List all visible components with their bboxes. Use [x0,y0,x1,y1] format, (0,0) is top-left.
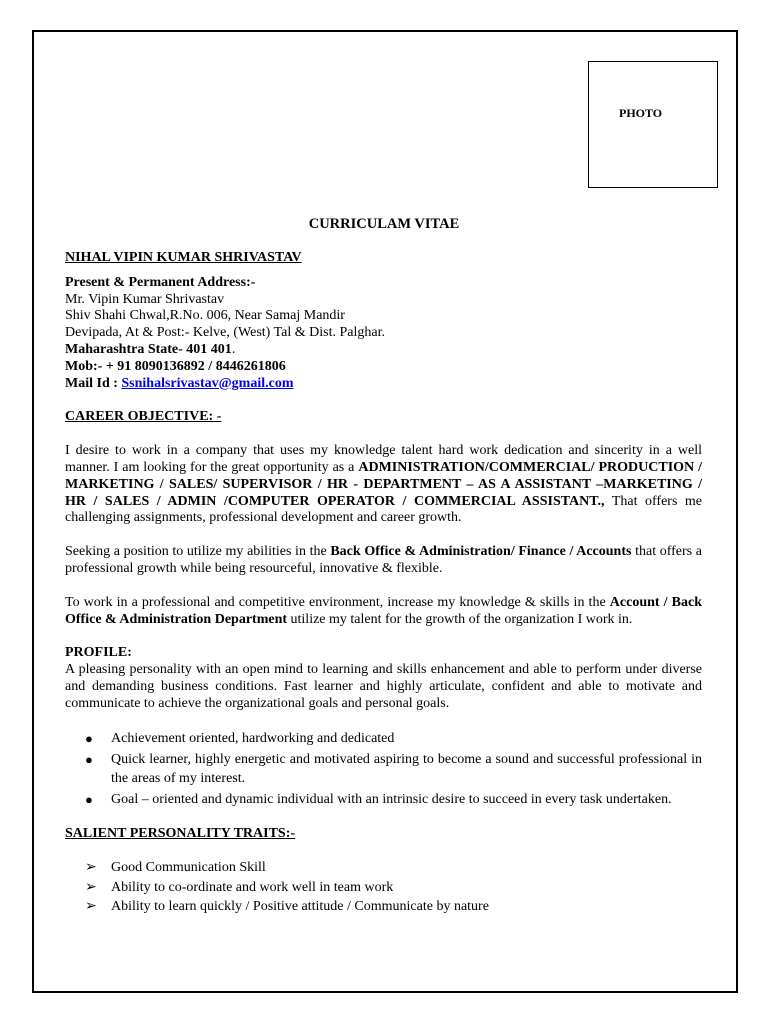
address-line-3: Devipada, At & Post:- Kelve, (West) Tal & Dist. Palghar. [65,325,385,341]
career-paragraph-2 [65,544,702,578]
mail-label: Mail Id : [65,375,122,391]
profile-bullet-list [65,729,702,809]
career-p2-text-c: that offers a professional growth while being resourceful, innovative & flexible. [65,544,702,576]
profile-bullet-1: Achievement oriented, hardworking and dedicated [111,730,395,746]
career-p3-focus: Account / Back Office & Administration Department [65,594,703,627]
career-p2-text-a: Seeking a position to utilize my abilities in the [65,544,331,560]
list-item [65,750,702,788]
trait-1: Good Communication Skill [111,860,266,876]
traits-list [65,858,702,917]
list-item [65,790,702,809]
career-p3-text-a: To work in a professional and competitive environment, increase my knowledge & skills in the [65,594,610,610]
address-state: Maharashtra State- 401 401 [65,341,232,357]
profile-bullet-3: Goal – oriented and dynamic individual with an intrinsic desire to succeed in every task undertaken. [111,791,672,807]
resume-content [65,250,702,917]
career-paragraph-3 [65,595,702,629]
candidate-name: NIHAL VIPIN KUMAR SHRIVASTAV [65,250,302,265]
traits-heading: SALIENT PERSONALITY TRAITS:- [65,825,296,841]
list-item [65,858,702,878]
address-line-2: Shiv Shahi Chwal,R.No. 006, Near Samaj Mandir [65,308,345,324]
profile-heading: PROFILE: [65,645,132,661]
list-item [65,897,702,917]
document-title: CURRICULAM VITAE [308,216,460,232]
photo-box [588,61,718,188]
photo-label: PHOTO [619,106,663,120]
list-item [65,878,702,898]
profile-text: A pleasing personality with an open mind to learning and skills enhancement and able to perform under diverse and demanding business conditions. Fast learner and highly articulate, confident and able to motivate and communicate to achieve the organizational goals and personal goals. [65,662,702,711]
career-p1-roles: ADMINISTRATION/COMMERCIAL/ PRODUCTION / MARKETING / SALES/ SUPERVISOR / HR - DEPARTMENT – AS A ASSISTANT –MARKETING / HR / SALES / ADMIN /COMPUTER OPERATOR / COMMERCIAL ASSISTANT., [65,459,702,509]
address-heading: Present & Permanent Address:- [65,274,256,290]
arrow-icon: ➢ [85,899,97,915]
career-p2-focus: Back Office & Administration/ Finance / Accounts [330,544,632,560]
address-line-1: Mr. Vipin Kumar Shrivastav [65,291,225,307]
trait-3: Ability to learn quickly / Positive attitude / Communicate by nature [111,899,489,915]
address-state-end: . [231,341,236,357]
career-p3-text-c: utilize my talent for the growth of the organization I work in. [287,611,633,627]
arrow-icon: ➢ [85,860,97,876]
bullet-icon: ● [85,751,93,767]
arrow-icon: ➢ [85,879,97,895]
trait-2: Ability to co-ordinate and work well in team work [111,879,394,895]
address-state-line [65,342,702,359]
bullet-icon: ● [85,730,93,746]
career-paragraph-1 [65,443,702,527]
mail-line [65,376,702,393]
mobile-numbers: Mob:- + 91 8090136892 / 8446261806 [65,358,286,374]
career-p1-text-c: That offers me challenging assignments, professional development and career growth. [65,493,703,526]
career-p1-text-a: I desire to work in a company that uses my knowledge talent hard work dedication and sincerity in a well manner. I am looking for the great opportunity as a [65,443,702,475]
profile-bullet-2: Quick learner, highly energetic and motivated aspiring to become a sound and successful professional in the areas of my interest. [111,751,702,786]
bullet-icon: ● [85,791,93,807]
email-link[interactable]: Ssnihalsrivastav@gmail.com [121,375,294,391]
career-objective-heading: CAREER OBJECTIVE: - [65,409,222,425]
list-item [65,729,702,748]
